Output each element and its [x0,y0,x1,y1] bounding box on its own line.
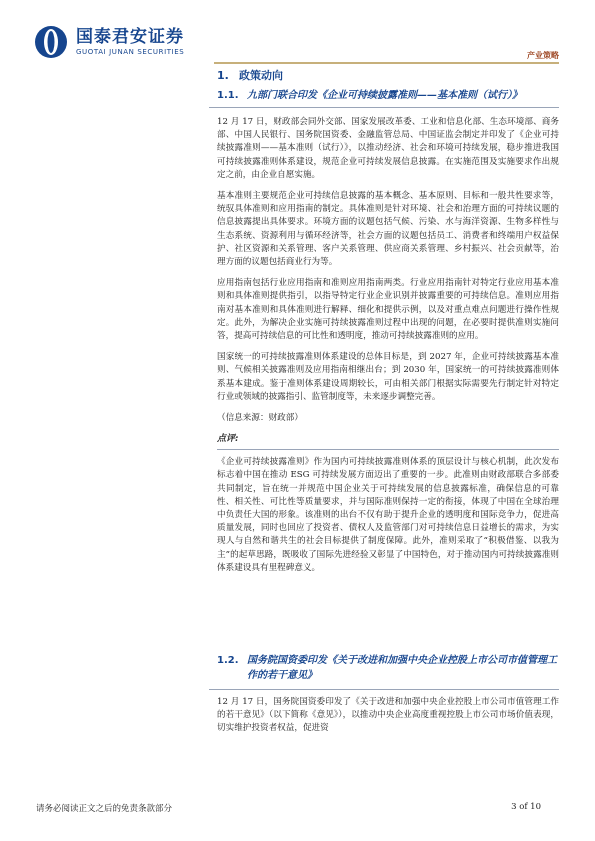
subsection-title: 九部门联合印发《企业可持续披露准则——基本准则（试行）》 [247,90,522,101]
subsection-heading-1-2 [217,653,559,683]
section-number: 1. [217,69,229,82]
body-paragraph: 基本准则主要规范企业可持续信息披露的基本概念、基本原则、目标和一般共性要求等，统驭具体准则和应用指南的制定。具体准则是针对环境、社会和治理方面的可持续议题的信息披露提出具体要求。环境方面的议题包括气候、污染、水与海洋资源、生物多样性与生态系统、资源利用与循环经济等，社会方面的议题包括员工、消费者和终端用户权益保护、社区资源和关系管理、客户关系管理、供应商关系管理、乡村振兴、社会贡献等，治理方面的议题包括商业行为等。 [217,191,559,268]
section-heading [217,68,559,84]
source-note: （信息来源：财政部） [217,413,303,424]
header-divider [214,62,559,64]
subsection-number: 1.2. [217,655,239,666]
comment-label: 点评: [217,433,559,450]
subsection-1-2 [217,653,559,744]
footer-disclaimer: 请务必阅读正文之后的免责条款部分 [36,804,173,814]
logo-english-name: GUOTAI JUNAN SECURITIES [76,48,185,56]
subsection-divider [209,689,559,690]
subsection-number: 1.1. [217,90,239,101]
main-content [217,66,559,575]
body-paragraph: 国家统一的可持续披露准则体系建设的总体目标是，到 2027 年，企业可持续披露基本准则、气候相关披露准则及应用指南相继出台；到 2030 年，国家统一的可持续披露准则体系基本建成。鉴于准则体系建设周期较长，可由相关部门根据实际需要先行制定针对特定行业或领域的披露指引、监管制度等，未来逐步调整完善。 [217,352,559,402]
logo-chinese-name: 国泰君安证券 [76,27,184,47]
logo-mark-icon [34,25,68,59]
page-number: 3 of 10 [511,802,541,812]
body-paragraph: 应用指南包括行业应用指南和准则应用指南两类。行业应用指南针对特定行业应用基本准则和具体准则提供指引，以指导特定行业企业识别并披露重要的可持续信息。准则应用指南对基本准则和具体准则进行解释、细化和提供示例，以及对重点难点问题进行操作性规定。此外，为解决企业实施可持续披露准则过程中出现的问题，在必要时提供准则实施问答，提高可持续信息的可比性和透明度，推动可持续披露准则的应用。 [217,278,559,342]
body-paragraph: 12 月 17 日，国务院国资委印发了《关于改进和加强中央企业控股上市公司市值管理工作的若干意见》（以下简称《意见》），以推动中央企业高度重视控股上市公司市场价值表现，切实维护投资者权益，促进资 [217,697,559,734]
section-title: 政策动向 [239,69,283,82]
comment-paragraph: 《企业可持续披露准则》作为国内可持续披露准则体系的顶层设计与核心机制，此次发布标志着中国在推动 ESG 可持续发展方面迈出了重要的一步。此准则由财政部联合多部委共同制定，旨在统一并规范中国企业关于可持续发展的信息披露标准，确保信息的可靠性、相关性、可比性等质量要求，并与国际准则保持一定的衔接，体现了中国在全球治理中负责任大国的形象。该准则的出台不仅有助于提升企业的透明度和国际竞争力，促进高质量发展，同时也回应了投资者、债权人及监管部门对可持续信息日益增长的需求，为实现人与自然和谐共生的社会目标提供了制度保障。此外，准则采取了“积极借鉴、以我为主”的起草思路，既吸收了国际先进经验又彰显了中国特色，对于推动国内可持续披露准则体系建设具有里程碑意义。 [217,457,559,573]
subsection-title: 国务院国资委印发《关于改进和加强中央企业控股上市公司市值管理工作的若干意见》 [247,655,557,681]
company-logo [34,24,184,60]
subsection-heading-1-1 [209,88,559,108]
body-paragraph: 12 月 17 日，财政部会同外交部、国家发展改革委、工业和信息化部、生态环境部、商务部、中国人民银行、国务院国资委、金融监管总局、中国证监会制定并印发了《企业可持续披露准则——基本准则（试行）》，以推动经济、社会和环境可持续发展，稳步推进我国可持续披露准则体系建设，规范企业可持续发展信息披露。在实施范围及实施要求作出规定之前，由企业自愿实施。 [217,117,559,180]
report-category: 产业策略 [527,51,559,60]
